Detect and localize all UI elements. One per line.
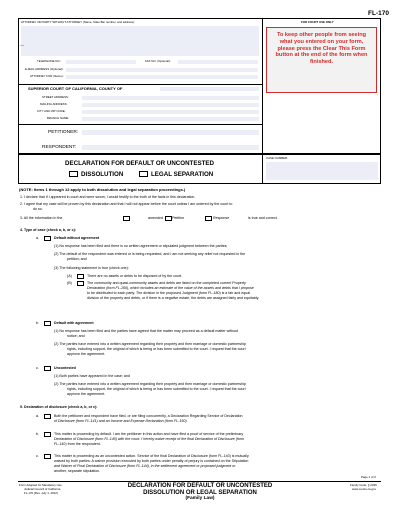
court-title: SUPERIOR COURT OF CALIFORNIA, COUNTY OF <box>28 86 123 91</box>
footer-code-2: www.courts.ca.gov <box>352 487 377 491</box>
form-number: FL-170 <box>368 10 389 17</box>
item-5a-label: a. <box>36 414 39 418</box>
item-5a-1: Both the petitioner and respondent have filed, or are filing concurrently, a Declaration Regarding Service of Declaration <box>54 414 243 418</box>
attorney-for-field[interactable] <box>66 75 258 79</box>
no-assets-checkbox[interactable] <box>77 274 84 279</box>
footer-adopted-3: FL-170 [Rev. July 1, 2012] <box>24 491 58 495</box>
item-4c-2: (2) The parties have entered into a written agreement regarding their property and their marriage or domestic partnership <box>54 382 246 386</box>
petition-label: Petition <box>172 216 184 220</box>
item-5b-1: This matter is proceeding by default. I am the petitioner in this action and have filed a proof of service of the preliminary <box>54 432 244 436</box>
assets-listed-checkbox[interactable] <box>77 281 84 286</box>
footer-title-3: (Family Law) <box>185 496 215 501</box>
form-title: DECLARATION FOR DEFAULT OR UNCONTESTED <box>65 160 214 167</box>
item-4c-2-cont2: approve the agreement. <box>67 392 106 396</box>
attorney-label: ATTORNEY OR PARTY WITHOUT ATTORNEY (Name, State Bar number, and address): <box>21 20 135 24</box>
item-4c-title: Uncontested <box>54 366 76 370</box>
item-5b-label: b. <box>36 432 39 436</box>
item-4b-1: (1) No response has been filed and the parties have agreed that the matter may proceed as a default matter without <box>54 329 238 333</box>
item-4b-2-cont2: approve the agreement. <box>67 352 106 356</box>
item-4b-1-cont: notice; and <box>67 334 85 338</box>
respondent-field[interactable] <box>82 145 259 150</box>
item-5c-label: c. <box>36 454 39 458</box>
item-5c-1: This matter is proceeding as an uncontested action. Service of the final Declaration of Disclosure (form FL-140) is mutually <box>54 454 249 458</box>
city-field[interactable] <box>82 110 259 114</box>
default-with-agreement-checkbox[interactable] <box>44 321 51 326</box>
default-without-agreement-checkbox[interactable] <box>44 236 51 241</box>
petition-checkbox[interactable] <box>165 216 172 221</box>
amended-label: amended <box>148 216 163 220</box>
item-5c-4: another, separate stipulation. <box>54 469 101 473</box>
item-4a-B-4: division of the property and debts, or if there is a negative estate, the debts are assigned fairly and equitably. <box>87 296 260 300</box>
item-4a-A: There are no assets or debts to be disposed of by the court. <box>87 274 183 278</box>
item-4b-title: Default with agreement <box>54 321 94 325</box>
item-4: 4. Type of case (check a, b, or c): <box>20 228 77 232</box>
mailing-label: MAILING ADDRESS: <box>40 102 68 106</box>
respondent-label: RESPONDENT: <box>42 145 77 150</box>
item-4b-2: (2) The parties have entered into a written agreement regarding their property and their marriage or domestic partnership <box>54 342 246 346</box>
attorney-field[interactable] <box>21 26 259 56</box>
dissolution-checkbox[interactable] <box>69 171 78 177</box>
item-1: 1. I declare that if I appeared in court and were sworn, I would testify to the truth of the facts in this declaration. <box>20 195 196 199</box>
case-number-label: CASE NUMBER: <box>266 156 289 160</box>
county-field[interactable] <box>160 87 259 91</box>
item-5: 5. Declaration of disclosure (check a, b, or c): <box>20 405 98 409</box>
item-4b-label: b. <box>36 321 39 325</box>
item-4c-label: c. <box>36 366 39 370</box>
branch-field[interactable] <box>82 117 259 121</box>
telephone-label: TELEPHONE NO.: <box>37 59 62 63</box>
clear-form-notice: To keep other people from seeing what you entered on your form, please press the Clear This Form button at the end of the form when finished. <box>266 27 377 93</box>
item-4a-title: Default without agreement <box>54 236 100 240</box>
item-4a-B-label: (B) <box>67 281 72 285</box>
item-4a-A-label: (A) <box>67 274 72 278</box>
disclosure-default-checkbox[interactable] <box>44 432 51 437</box>
item-4b-2-cont: rights, including support, the original of which is being or has been submitted to the court. I request that the court <box>67 347 246 351</box>
item-4a-label: a. <box>36 236 39 240</box>
footer-adopted-1: Form Adopted for Mandatory Use <box>19 483 62 487</box>
fax-label: FAX NO. (Optional): <box>145 59 171 63</box>
attorney-for-label: ATTORNEY FOR (Name): <box>30 74 64 78</box>
case-number-field[interactable] <box>266 162 378 180</box>
item-5c-3: and Waiver of Final Declaration of Disclosure (form FL-144), in the settlement agreement or proposed judgment or <box>54 464 236 468</box>
disclosure-both-filed-checkbox[interactable] <box>44 414 51 419</box>
dissolution-label: DISSOLUTION <box>81 171 124 178</box>
fax-field[interactable] <box>178 60 258 64</box>
page-number: Page 1 of 3 <box>361 475 376 479</box>
item-4c-1: (1) Both parties have appeared in the case; and <box>54 374 130 378</box>
legal-separation-label: LEGAL SEPARATION <box>151 171 214 178</box>
item-4a-B-3: to be distributed to each party. The division in the proposed Judgment (form FL-180) is a fair and equal <box>87 291 251 295</box>
item-2-cont: do so. <box>33 207 43 211</box>
amended-checkbox[interactable] <box>123 216 130 221</box>
petitioner-label: PETITIONER: <box>48 130 79 135</box>
item-4a-B-2: Declaration (form FL-160), which includes an estimate of the value of the assets and debts that I propose <box>87 286 254 290</box>
street-field[interactable] <box>82 96 259 100</box>
telephone-field[interactable] <box>66 60 136 64</box>
legal-separation-checkbox[interactable] <box>139 171 148 177</box>
item-2: 2. I agree that my case will be proven by this declaration and that I will not appear before the court unless I am ordered by the court to <box>20 202 233 206</box>
court-use-label: FOR COURT USE ONLY <box>301 20 334 24</box>
item-4a-2: (2) The default of the respondent was entered or is being requested, and I am not seeking any relief not requested in the <box>54 252 246 256</box>
footer-adopted-2: Judicial Council of California <box>24 487 61 491</box>
email-label: E-MAIL ADDRESS (Optional): <box>25 67 64 71</box>
item-3-post: is true and correct. <box>248 216 278 220</box>
note-text: (NOTE: Items 1 through 12 apply to both dissolution and legal separation proceedings.) <box>19 187 186 192</box>
disclosure-uncontested-checkbox[interactable] <box>44 454 51 459</box>
item-4a-2-cont: petition; and <box>67 257 87 261</box>
footer-code-1: Family Code, § 2336 <box>350 483 377 487</box>
mailing-field[interactable] <box>82 103 259 107</box>
city-label: CITY AND ZIP CODE: <box>37 109 66 113</box>
response-label: Response <box>213 216 230 220</box>
item-4a-1: (1) No response has been filed and there is no written agreement or stipulated judgment between the parties; <box>54 244 228 248</box>
item-5c-2: waived by both parties. A waiver provision executed by both parties under penalty of perjury is contained on the Stipulation <box>54 459 249 463</box>
email-field[interactable] <box>66 68 258 72</box>
branch-label: BRANCH NAME: <box>47 116 70 120</box>
petitioner-field[interactable] <box>82 130 259 135</box>
street-label: STREET ADDRESS: <box>42 95 69 99</box>
item-5b-2: Declaration of Disclosure (form FL-140) with the court. I hereby waive receipt of the final Declaration of Disclosure (form <box>54 437 245 441</box>
item-4c-2-cont: rights, including support, the original of which is being or has been submitted to the court. I request that the court <box>67 387 246 391</box>
item-4a-3: (3) The following statement is true (check one): <box>54 266 129 270</box>
item-5b-3: FL-140) from the respondent. <box>54 442 101 446</box>
item-3: 3. All the information in the <box>20 216 63 220</box>
footer-title-1: DECLARATION FOR DEFAULT OR UNCONTESTED <box>127 483 273 489</box>
response-checkbox[interactable] <box>205 216 212 221</box>
uncontested-checkbox[interactable] <box>44 366 51 371</box>
item-5a-2: of Disclosure (form FL-141) and an Income and Expense Declaration (form FL-150). <box>54 419 188 423</box>
footer-title-2: DISSOLUTION OR LEGAL SEPARATION <box>143 489 257 496</box>
item-4a-B-1: The community and quasi-community assets and debts are listed on the completed current Property <box>87 281 246 285</box>
form-page: FL-170 ATTORNEY OR PARTY WITHOUT ATTORNEY (Name, State Bar number, and address): — TELEPHONE NO.: FAX NO. (Optional): E-MAIL ADDRESS (Optional): ATTORNEY FOR (Name): FOR COURT USE ONLY To keep other people from seeing what you entered on your form, please press the Clear This Form button at the end of the form when finished. SUPERIOR COURT OF CALIFORNIA, COUNTY OF STREET ADDRESS: MAILING ADDRESS: CITY AND ZIP CODE: BRANCH NAME: PETITIONER: RESPONDENT: DECLARATION FOR DEFAULT OR UNCONTESTED DISSOLUTION LEGAL SEPARATION CASE NUMBER: (NOTE: Items 1 through 12 apply to both dissolution and legal separation proceedings.) 1. I declare that if I appeared in court and were sworn, I would testify to the truth of the facts in this declaration. 2. I agree that my case will be proven by this declaration and that I will not appear before the court unless I am ordered by the court to do so. 3. All the information in the amended Petition Response is true and correct. 4. Type of case (check a, b, or c): a. Default without agreement (1) No response has been filed and there is no written agreement or stipulated judgment between the parties; (2) The default of the respondent was entered or is being requested, and I am not seeking any relief not requested in the petition; and (3) The following statement is true (check one): (A) There are no assets or debts to be disposed of by the court. (B) The community and quasi-community assets and debts are listed on the completed current Property Declaration (form FL-160), which includes an estimate of the value of the assets and debts that I propose to be distributed to each party. The division in the proposed Judgment (form FL-180) is a fair and equal division of the property and debts, or if there is a negative estate, the debts are assigned fairly and equitably. b. Default with agreement (1) No response has been filed and the parties have agreed that the matter may proceed as a default matter without notice; and (2) The parties have entered into a written agreement regarding their property and their marriage or domestic partnership rights, including support, the original of which is being or has been submitted to the court. I request that the court approve the agreement. c. Uncontested (1) Both parties have appeared in the case; and (2) The parties have entered into a written agreement regarding their property and their marriage or domestic partnership rights, including support, the original of which is being or has been submitted to the court. I request that the court approve the agreement. 5. Declaration of disclosure (check a, b, or c): a. Both the petitioner and respondent have filed, or are filing concurrently, a Declaration Regarding Service of Declaration of Disclosure (form FL-141) and an Income and Expense Declaration (form FL-150). b. This matter is proceeding by default. I am the petitioner in this action and have filed a proof of service of the preliminary Declaration of Disclosure (form FL-140) with the court. I hereby waive receipt of the final Declaration of Disclosure (form FL-140) from the respondent. c. This matter is proceeding as an uncontested action. Service of the final Declaration of Disclosure (form FL-140) is mutually waived by both parties. A waiver provision executed by both parties under penalty of perjury is contained on the Stipulation and Waiver of Final Declaration of Disclosure (form FL-144), in the settlement agreement or proposed judgment or another, separate stipulation. Page 1 of 3 Form Adopted for Mandatory Use Judicial Council of California FL-170 [Rev. July 1, 2012] DECLARATION FOR DEFAULT OR UNCONTESTED DISSOLUTION OR LEGAL SEPARATION (Family Law) Family Code, § 2336 www.courts.ca.gov <box>0 0 400 518</box>
